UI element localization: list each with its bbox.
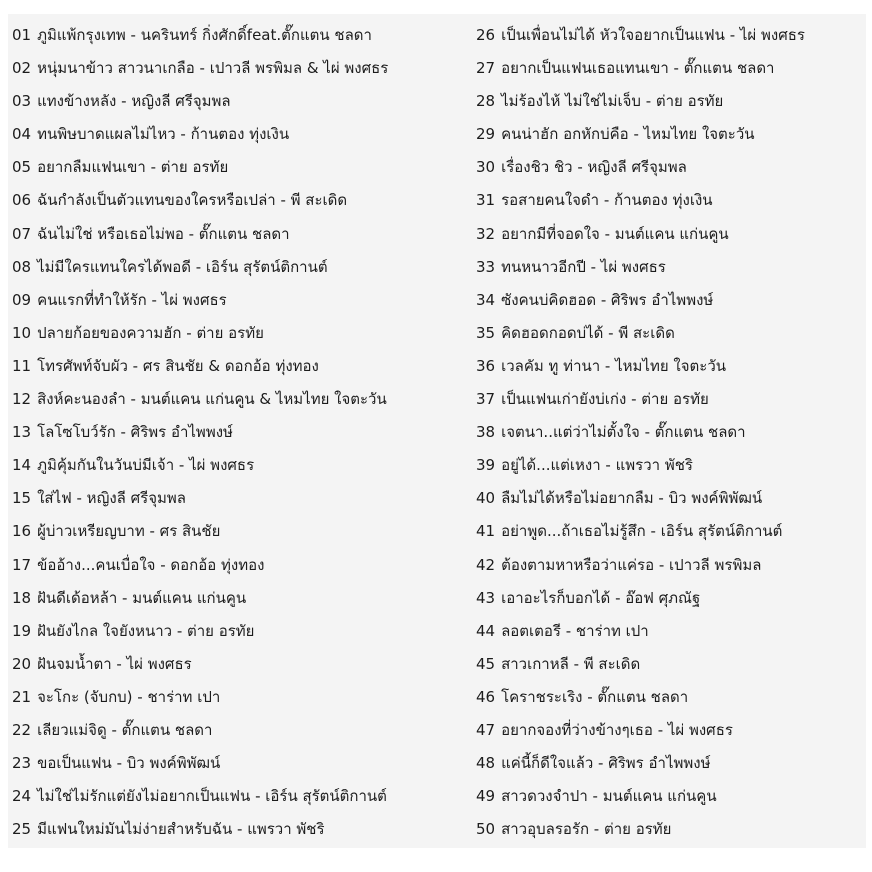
track-title: แทงข้างหลัง - หญิงลี ศรีจุมพล xyxy=(37,92,231,111)
track-row xyxy=(476,184,864,217)
track-number: 01 xyxy=(12,26,32,44)
track-title: เรื่องชิว ชิว - หญิงลี ศรีจุมพล xyxy=(501,158,687,177)
track-number: 06 xyxy=(12,191,32,210)
track-number: 43 xyxy=(476,588,496,607)
track-row xyxy=(12,813,472,846)
track-number: 29 xyxy=(476,125,496,144)
track-title: อยากเป็นแฟนเธอแทนเขา - ตั๊กแตน ชลดา xyxy=(501,59,775,78)
track-row xyxy=(476,52,864,85)
track-row xyxy=(476,648,864,681)
track-row xyxy=(476,19,864,52)
track-row xyxy=(476,350,864,383)
track-title: ลอตเตอรี - ชาร่าท เปา xyxy=(501,621,649,640)
track-title: เป็นแฟนเก่ายังบ่เก่ง - ต่าย อรทัย xyxy=(501,390,709,409)
track-number: 27 xyxy=(476,59,496,78)
track-number: 19 xyxy=(12,621,32,640)
track-number: 13 xyxy=(12,423,32,442)
track-number: 17 xyxy=(12,555,32,574)
track-row xyxy=(476,813,864,846)
track-title: ฝันดีเด้อหล้า - มนต์แคน แก่นคูน xyxy=(37,588,247,607)
track-number: 49 xyxy=(476,787,496,806)
track-row xyxy=(476,284,864,317)
track-number: 21 xyxy=(12,687,32,706)
track-number: 36 xyxy=(476,356,496,375)
track-number: 39 xyxy=(476,456,496,475)
track-title: คิดฮอดกอดบ่ได้ - พี สะเดิด xyxy=(501,323,675,342)
track-title: มีแฟนใหม่มันไม่ง่ายสำหรับฉัน - แพรวา พัชริ xyxy=(37,820,325,839)
track-title: เอาอะไรก็บอกได้ - อ๊อฟ ศุภณัฐ xyxy=(501,588,701,607)
track-number: 48 xyxy=(476,754,496,773)
track-row xyxy=(12,416,472,449)
track-row xyxy=(476,681,864,714)
track-title: ต้องตามหาหรือว่าแค่รอ - เปาวลี พรพิมล xyxy=(501,555,762,574)
track-row xyxy=(12,582,472,615)
track-row xyxy=(12,284,472,317)
track-number: 07 xyxy=(12,224,32,243)
track-row xyxy=(12,317,472,350)
track-title: ข้ออ้าง...คนเบื่อใจ - ดอกอ้อ ทุ่งทอง xyxy=(37,555,265,574)
track-row xyxy=(12,151,472,184)
track-row xyxy=(476,482,864,515)
track-row xyxy=(12,118,472,151)
track-title: สิงห์คะนองลำ - มนต์แคน แก่นคูน & ไหมไทย ใจตะวัน xyxy=(37,390,387,409)
track-row xyxy=(12,52,472,85)
track-number: 12 xyxy=(12,390,32,409)
track-number: 50 xyxy=(476,820,496,839)
track-title: ขอเป็นแฟน - บิว พงค์พิพัฒน์ xyxy=(37,754,221,773)
track-number: 08 xyxy=(12,257,32,276)
track-title: ฉันกำลังเป็นตัวแทนของใครหรือเปล่า - พี สะเดิด xyxy=(37,191,348,210)
track-title: ไม่มีใครแทนใครได้พอดี - เอิร์น สุรัตน์ติกานต์ xyxy=(37,257,328,276)
track-title: สาวเกาหลี - พี สะเดิด xyxy=(501,654,641,673)
track-title: ใส่ไฟ - หญิงลี ศรีจุมพล xyxy=(37,489,186,508)
track-number: 45 xyxy=(476,654,496,673)
track-number: 14 xyxy=(12,456,32,475)
track-number: 18 xyxy=(12,588,32,607)
track-row xyxy=(12,482,472,515)
track-number: 25 xyxy=(12,820,32,839)
track-number: 23 xyxy=(12,754,32,773)
track-title: คนแรกที่ทำให้รัก - ไผ่ พงศธร xyxy=(37,290,227,309)
track-title: ทนหนาวอีกปี - ไผ่ พงศธร xyxy=(501,257,666,276)
track-title: อยากลืมแฟนเขา - ต่าย อรทัย xyxy=(37,158,229,177)
track-title: ไม่ใช่ไม่รักแต่ยังไม่อยากเป็นแฟน - เอิร์น สุรัตน์ติกานต์ xyxy=(37,787,387,806)
track-title: โทรศัพท์จับผัว - ศร สินชัย & ดอกอ้อ ทุ่งทอง xyxy=(37,356,319,375)
track-number: 05 xyxy=(12,158,32,177)
track-title: รอสายคนใจดำ - ก้านตอง ทุ่งเงิน xyxy=(501,191,713,210)
track-number: 16 xyxy=(12,522,32,541)
track-row xyxy=(476,780,864,813)
track-title: ภูมิคุ้มกันในวันบ่มีเจ้า - ไผ่ พงศธร xyxy=(37,456,255,475)
track-number: 46 xyxy=(476,687,496,706)
track-row xyxy=(12,648,472,681)
track-row xyxy=(12,85,472,118)
track-number: 11 xyxy=(12,356,32,375)
track-row xyxy=(12,218,472,251)
track-number: 31 xyxy=(476,191,496,210)
track-title: ทนพิษบาดแผลไม่ไหว - ก้านตอง ทุ่งเงิน xyxy=(37,125,290,144)
track-title: เป็นเพื่อนไม่ได้ หัวใจอยากเป็นแฟน - ไผ่ พงศธร xyxy=(501,26,805,44)
track-row xyxy=(476,251,864,284)
track-title: จะโกะ (จับกบ) - ชาร่าท เปา xyxy=(37,687,221,706)
track-row xyxy=(12,747,472,780)
track-title: อยากจองที่ว่างข้างๆเธอ - ไผ่ พงศธร xyxy=(501,720,733,739)
track-row xyxy=(476,714,864,747)
track-title: ลืมไม่ได้หรือไม่อยากลืม - บิว พงค์พิพัฒน์ xyxy=(501,489,763,508)
tracklist-column-left xyxy=(12,19,472,846)
track-title: ฝันยังไกล ใจยังหนาว - ต่าย อรทัย xyxy=(37,621,255,640)
track-title: แค่นี้ก็ดีใจแล้ว - ศิริพร อำไพพงษ์ xyxy=(501,754,711,773)
track-number: 09 xyxy=(12,290,32,309)
track-number: 37 xyxy=(476,390,496,409)
track-number: 32 xyxy=(476,224,496,243)
track-number: 20 xyxy=(12,654,32,673)
track-title: คนน่าฮัก อกหักบ่คือ - ไหมไทย ใจตะวัน xyxy=(501,125,755,144)
track-number: 04 xyxy=(12,125,32,144)
track-number: 30 xyxy=(476,158,496,177)
track-number: 35 xyxy=(476,323,496,342)
track-title: เวลคัม ทู ท่านา - ไหมไทย ใจตะวัน xyxy=(501,356,727,375)
track-row xyxy=(476,416,864,449)
track-number: 22 xyxy=(12,720,32,739)
track-number: 41 xyxy=(476,522,496,541)
track-number: 26 xyxy=(476,26,496,44)
track-number: 03 xyxy=(12,92,32,111)
track-row xyxy=(12,350,472,383)
track-number: 40 xyxy=(476,489,496,508)
track-row xyxy=(12,549,472,582)
track-number: 02 xyxy=(12,59,32,78)
track-number: 47 xyxy=(476,720,496,739)
track-row xyxy=(476,85,864,118)
track-title: อย่าพูด...ถ้าเธอไม่รู้สึก - เอิร์น สุรัตน์ติกานต์ xyxy=(501,522,783,541)
track-row xyxy=(12,714,472,747)
track-number: 10 xyxy=(12,323,32,342)
track-title: ผู้บ่าวเหรียญบาท - ศร สินชัย xyxy=(37,522,221,541)
track-row xyxy=(12,19,472,52)
track-title: ฉันไม่ใช่ หรือเธอไม่พอ - ตั๊กแตน ชลดา xyxy=(37,224,290,243)
track-row xyxy=(12,515,472,548)
track-title: เลียวแม่จิดู - ตั๊กแตน ชลดา xyxy=(37,720,213,739)
track-row xyxy=(476,383,864,416)
track-title: หนุ่มนาข้าว สาวนาเกลือ - เปาวลี พรพิมล & ไผ่ พงศธร xyxy=(37,59,389,78)
track-number: 44 xyxy=(476,621,496,640)
track-row xyxy=(476,218,864,251)
track-title: ภูมิแพ้กรุงเทพ - นครินทร์ กิ่งศักดิ์feat.ตั๊กแตน ชลดา xyxy=(37,26,372,44)
track-row xyxy=(12,449,472,482)
track-row xyxy=(476,549,864,582)
track-title: โลโซโบว์รัก - ศิริพร อำไพพงษ์ xyxy=(37,423,233,442)
track-title: ไม่ร้องไห้ ไม่ใช่ไม่เจ็บ - ต่าย อรทัย xyxy=(501,92,724,111)
track-number: 15 xyxy=(12,489,32,508)
track-number: 24 xyxy=(12,787,32,806)
track-row xyxy=(476,317,864,350)
track-number: 28 xyxy=(476,92,496,111)
track-row xyxy=(12,780,472,813)
track-row xyxy=(476,118,864,151)
track-title: อยากมีที่จอดใจ - มนต์แคน แก่นคูน xyxy=(501,224,729,243)
track-title: สาวอุบลรอรัก - ต่าย อรทัย xyxy=(501,820,672,839)
track-row xyxy=(12,251,472,284)
track-number: 34 xyxy=(476,290,496,309)
track-row xyxy=(12,681,472,714)
track-row xyxy=(12,615,472,648)
track-title: ฝันจมน้ำตา - ไผ่ พงศธร xyxy=(37,654,192,673)
track-title: ปลายก้อยของความฮัก - ต่าย อรทัย xyxy=(37,323,264,342)
track-row xyxy=(476,515,864,548)
track-title: ซังคนบ่คิดฮอด - ศิริพร อำไพพงษ์ xyxy=(501,290,714,309)
track-row xyxy=(12,383,472,416)
track-row xyxy=(476,449,864,482)
track-number: 42 xyxy=(476,555,496,574)
track-row xyxy=(476,582,864,615)
tracklist-column-right xyxy=(476,19,864,846)
track-title: สาวดวงจำปา - มนต์แคน แก่นคูน xyxy=(501,787,717,806)
track-title: เจตนา..แต่ว่าไม่ตั้งใจ - ตั๊กแตน ชลดา xyxy=(501,423,746,442)
track-row xyxy=(12,184,472,217)
track-row xyxy=(476,615,864,648)
track-number: 33 xyxy=(476,257,496,276)
track-row xyxy=(476,151,864,184)
track-number: 38 xyxy=(476,423,496,442)
track-row xyxy=(476,747,864,780)
track-title: อยู่ได้...แต่เหงา - แพรวา พัชริ xyxy=(501,456,693,475)
track-title: โคราชระเริง - ตั๊กแตน ชลดา xyxy=(501,687,689,706)
tracklist-panel xyxy=(8,14,866,848)
